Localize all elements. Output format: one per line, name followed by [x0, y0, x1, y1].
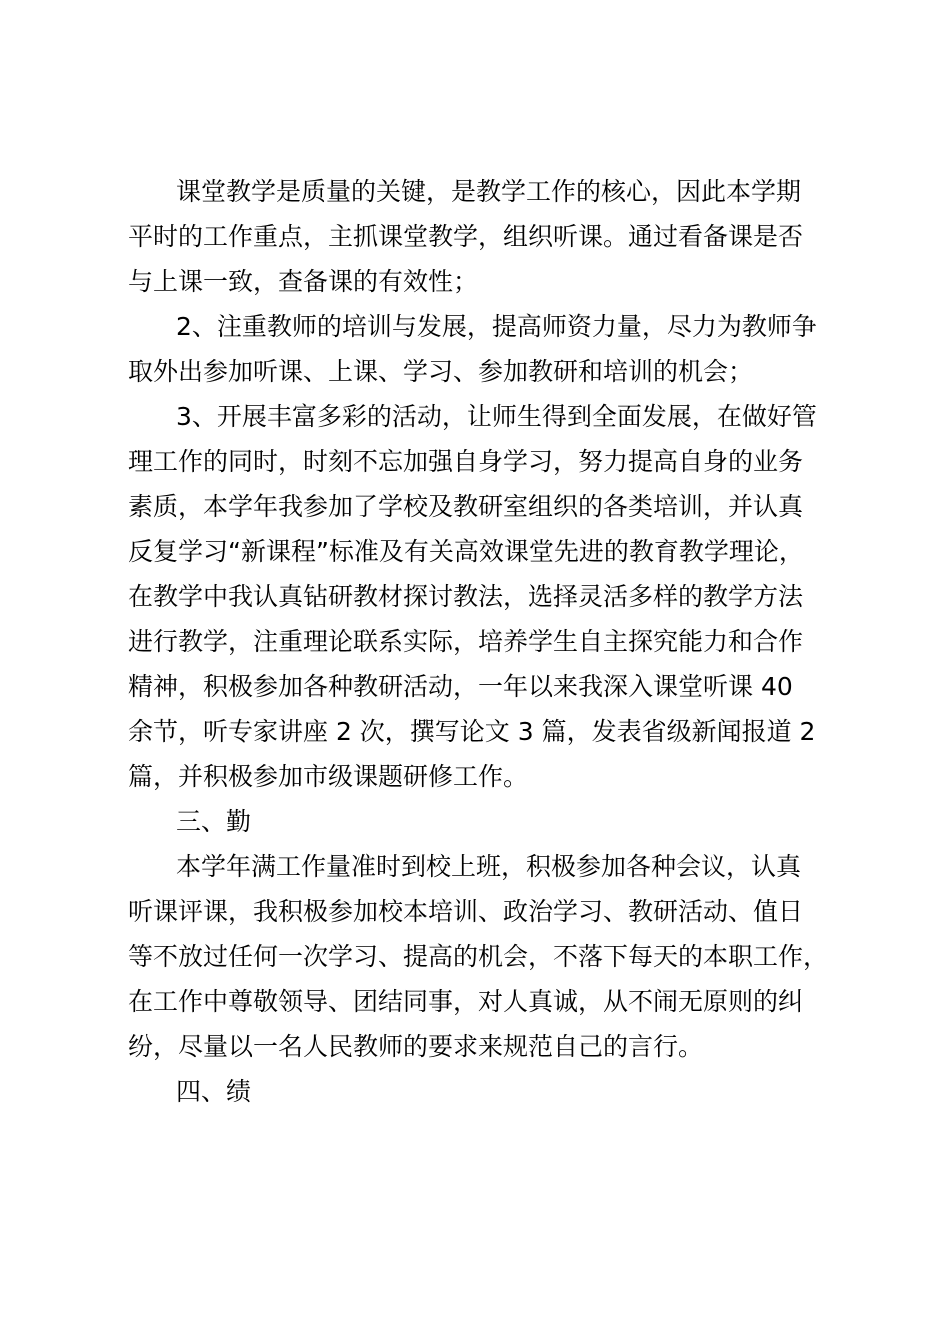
text-line: 篇，并积极参加市级课题研修工作。	[128, 762, 529, 791]
text-line: 理工作的同时，时刻不忘加强自身学习，努力提高自身的业务	[128, 447, 804, 476]
text-line: 取外出参加听课、上课、学习、参加教研和培训的机会；	[128, 357, 754, 386]
text-line: 进行教学，注重理论联系实际，培养学生自主探究能力和合作	[128, 627, 804, 656]
text-line: 等不放过任何一次学习、提高的机会，不落下每天的本职工作，	[128, 942, 829, 971]
text-line: 在工作中尊敬领导、团结同事，对人真诚，从不闹无原则的纠	[128, 987, 804, 1016]
section-heading: 三、勤	[176, 807, 252, 836]
text-line: 与上课一致，查备课的有效性；	[128, 267, 479, 296]
text-line: 本学年满工作量准时到校上班，积极参加各种会议，认真	[176, 852, 802, 881]
text-line: 素质，本学年我参加了学校及教研室组织的各类培训，并认真	[128, 492, 804, 521]
text-line: 2、注重教师的培训与发展，提高师资力量，尽力为教师争	[176, 312, 817, 341]
text-line: 反复学习“新课程”标准及有关高效课堂先进的教育教学理论，	[128, 537, 804, 566]
text-line: 精神，积极参加各种教研活动，一年以来我深入课堂听课 40	[128, 672, 793, 701]
text-line: 在教学中我认真钻研教材探讨教法，选择灵活多样的教学方法	[128, 582, 804, 611]
text-line: 听课评课，我积极参加校本培训、政治学习、教研活动、值日	[128, 897, 804, 926]
text-line: 平时的工作重点，主抓课堂教学，组织听课。通过看备课是否	[128, 222, 804, 251]
text-line: 3、开展丰富多彩的活动，让师生得到全面发展，在做好管	[176, 402, 817, 431]
text-line: 纷，尽量以一名人民教师的要求来规范自己的言行。	[128, 1032, 704, 1061]
text-line: 课堂教学是质量的关键，是教学工作的核心，因此本学期	[176, 177, 802, 206]
section-heading: 四、绩	[176, 1077, 252, 1106]
text-line: 余节，听专家讲座 2 次，撰写论文 3 篇，发表省级新闻报道 2	[128, 717, 816, 746]
